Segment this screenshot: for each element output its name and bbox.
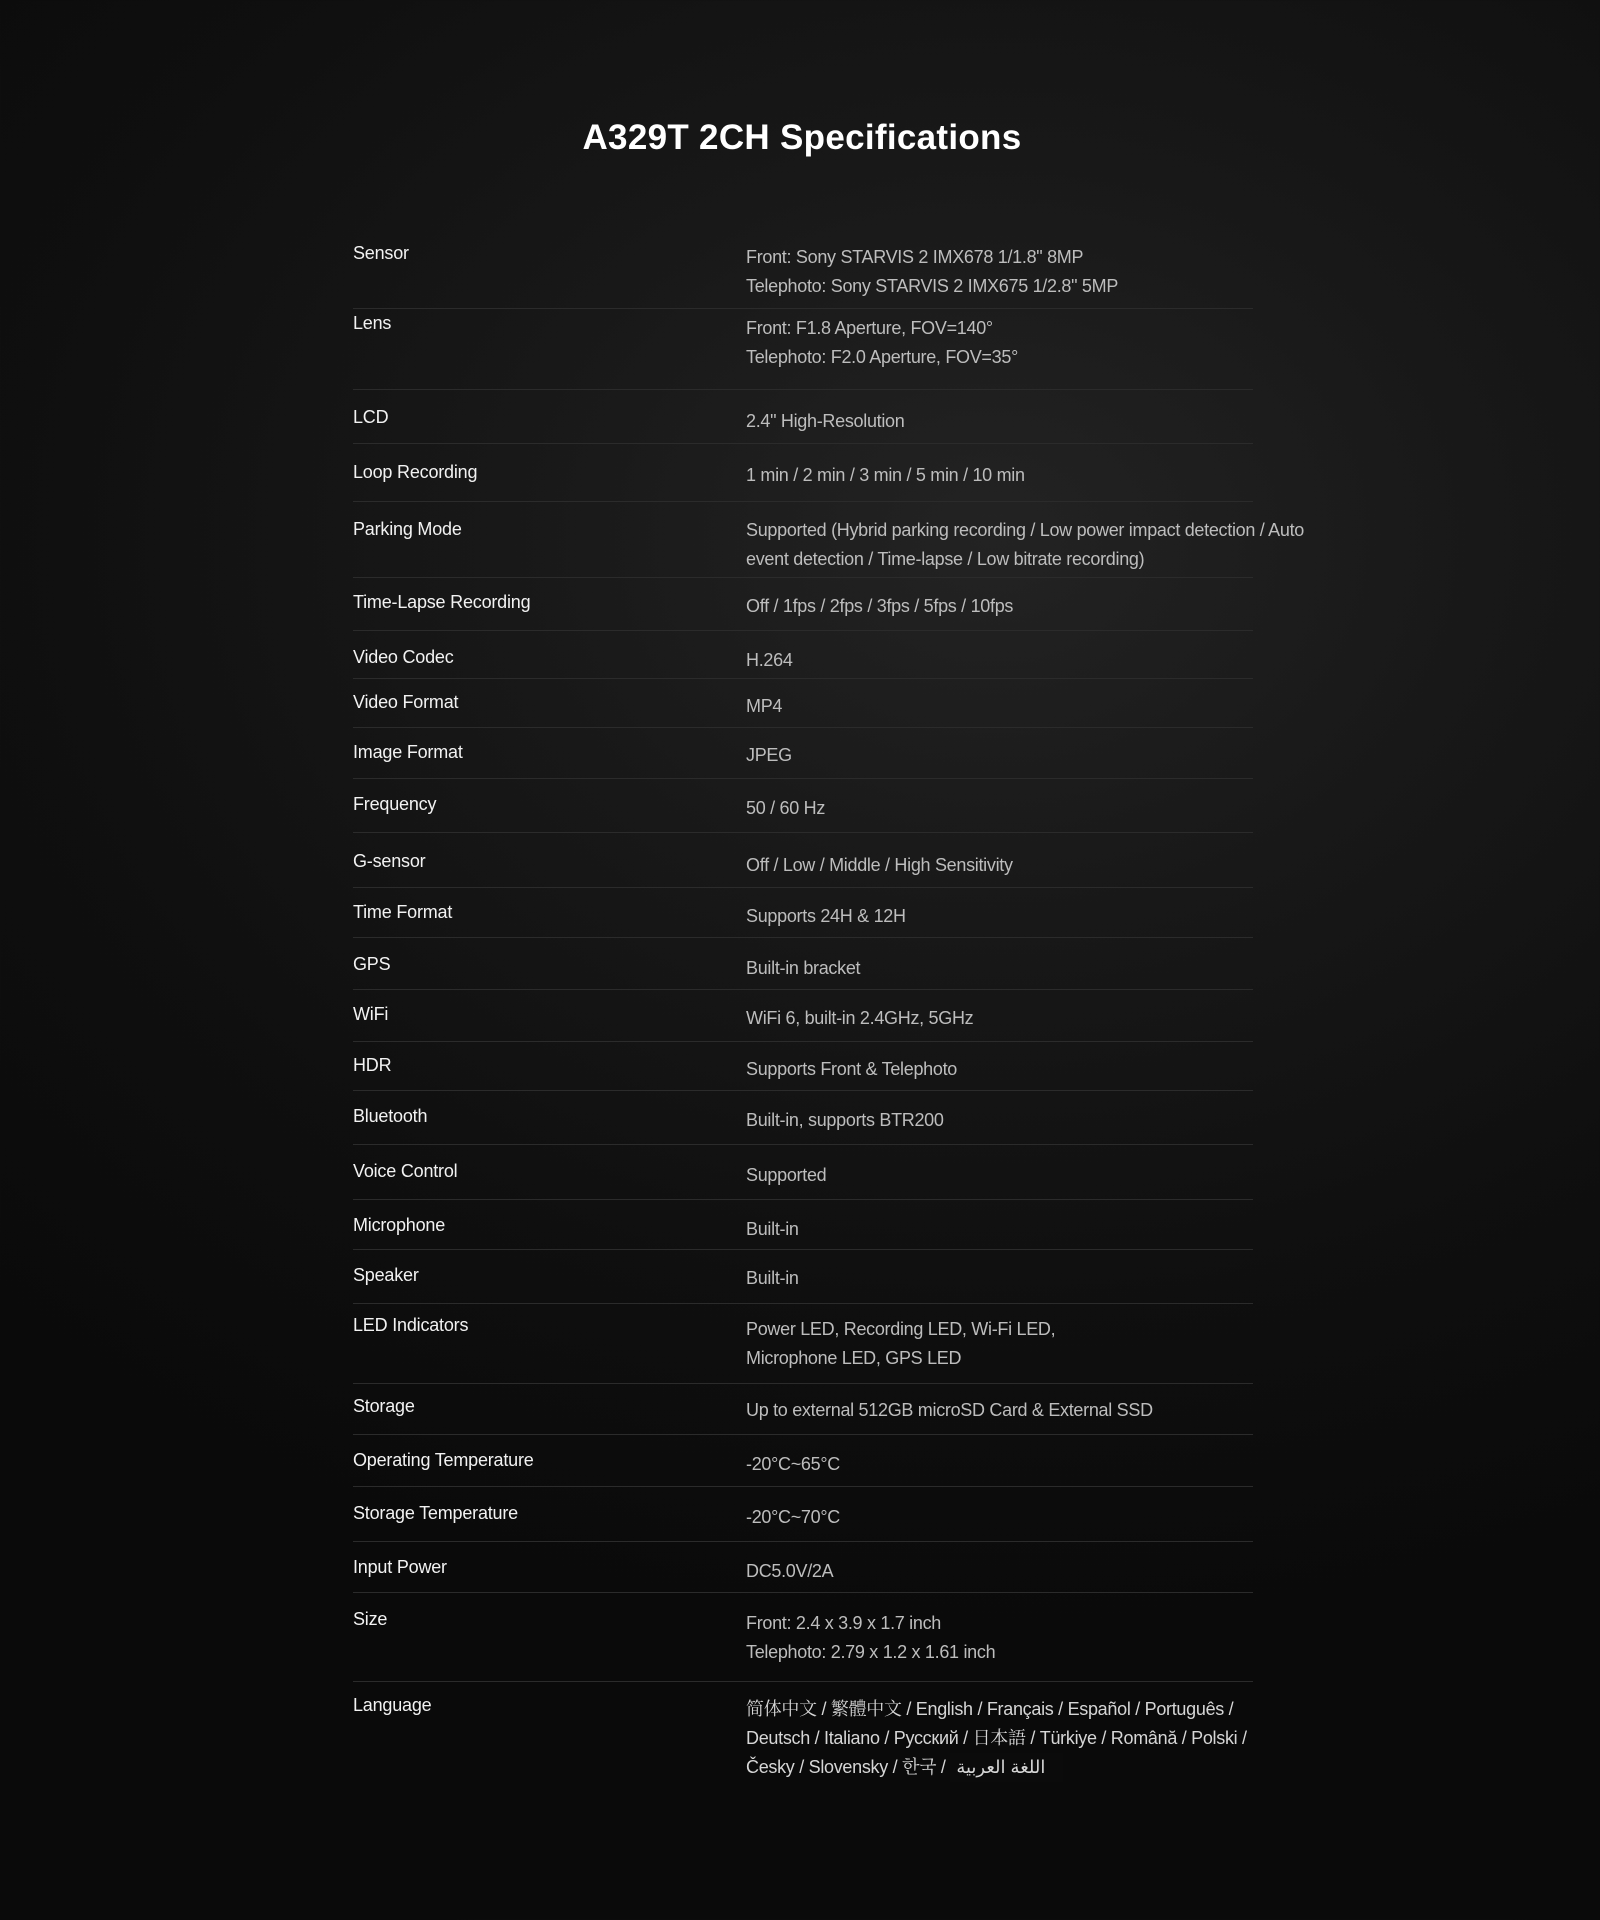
language-line <box>746 1753 1346 1782</box>
spec-value <box>746 1264 1346 1293</box>
page-title: A329T 2CH Specifications <box>582 118 1022 157</box>
spec-row-storage <box>353 1384 1253 1435</box>
spec-value-line: Telephoto: 2.79 x 1.2 x 1.61 inch <box>746 1642 996 1662</box>
spec-row-time-lapse-recording <box>353 578 1253 631</box>
spec-row-hdr <box>353 1042 1253 1091</box>
spec-value-line: Microphone LED, GPS LED <box>746 1348 962 1368</box>
spec-row-bluetooth <box>353 1091 1253 1145</box>
spec-value <box>746 646 1346 675</box>
spec-row-time-format <box>353 888 1253 938</box>
spec-row-input-power <box>353 1542 1253 1593</box>
spec-value-line: Front: F1.8 Aperture, FOV=140° <box>746 318 993 338</box>
spec-value-line: Up to external 512GB microSD Card & External SSD <box>746 1400 1153 1420</box>
spec-value <box>746 461 1346 490</box>
spec-value-line: Front: Sony STARVIS 2 IMX678 1/1.8" 8MP <box>746 247 1084 267</box>
spec-label: WiFi <box>353 1004 389 1024</box>
spec-label: Frequency <box>353 794 437 814</box>
spec-label: Microphone <box>353 1215 446 1235</box>
spec-value <box>746 1161 1346 1190</box>
spec-value <box>746 407 1346 436</box>
spec-row-parking-mode <box>353 502 1305 578</box>
spec-row-frequency <box>353 779 1253 833</box>
spec-row-lens <box>353 309 1253 390</box>
spec-value <box>746 1609 1346 1667</box>
spec-row-storage-temperature <box>353 1487 1253 1542</box>
spec-value-line: Built-in bracket <box>746 958 861 978</box>
spec-label: Size <box>353 1609 388 1629</box>
spec-value <box>746 1004 1346 1033</box>
spec-value <box>746 516 1346 574</box>
spec-label: Storage Temperature <box>353 1503 518 1523</box>
spec-table <box>353 226 1305 1792</box>
spec-value <box>746 692 1346 721</box>
spec-value-line: MP4 <box>746 696 783 716</box>
spec-label: Image Format <box>353 742 463 762</box>
spec-value-line: WiFi 6, built-in 2.4GHz, 5GHz <box>746 1008 974 1028</box>
spec-label: Operating Temperature <box>353 1450 534 1470</box>
spec-row-video-format <box>353 679 1253 728</box>
spec-label: Lens <box>353 313 392 333</box>
spec-value <box>746 1215 1346 1244</box>
language-line: 简体中文 / 繁體中文 / English / Français / Español / Português / <box>746 1699 1234 1719</box>
spec-value-line: Telephoto: F2.0 Aperture, FOV=35° <box>746 347 1018 367</box>
spec-label: LED Indicators <box>353 1315 469 1335</box>
spec-row-speaker <box>353 1250 1253 1304</box>
spec-value-line: -20°C~70°C <box>746 1507 840 1527</box>
spec-value-line: Power LED, Recording LED, Wi-Fi LED, <box>746 1319 1056 1339</box>
spec-value-line: Built-in <box>746 1268 799 1288</box>
spec-row-sensor <box>353 226 1253 309</box>
spec-value-line: Supports 24H & 12H <box>746 906 906 926</box>
spec-value-line: Front: 2.4 x 3.9 x 1.7 inch <box>746 1613 942 1633</box>
spec-value-line: Built-in <box>746 1219 799 1239</box>
spec-label: Input Power <box>353 1557 447 1577</box>
spec-row-gps <box>353 938 1253 990</box>
spec-value <box>746 243 1346 301</box>
spec-value <box>746 1557 1346 1586</box>
spec-value <box>746 954 1346 983</box>
spec-value <box>746 741 1346 770</box>
spec-value-line: -20°C~65°C <box>746 1454 840 1474</box>
spec-value <box>746 1450 1346 1479</box>
spec-label: Video Format <box>353 692 459 712</box>
spec-row-operating-temperature <box>353 1435 1253 1487</box>
spec-value-line: 1 min / 2 min / 3 min / 5 min / 10 min <box>746 465 1025 485</box>
spec-row-led-indicators <box>353 1304 1253 1384</box>
spec-value-line: Supported <box>746 1165 827 1185</box>
spec-value <box>746 1055 1346 1084</box>
spec-value <box>746 1315 1346 1373</box>
spec-value-line: Telephoto: Sony STARVIS 2 IMX675 1/2.8" 5MP <box>746 276 1119 296</box>
spec-value <box>746 1396 1346 1425</box>
spec-row-wifi <box>353 990 1253 1042</box>
spec-row-microphone <box>353 1200 1253 1250</box>
spec-label: LCD <box>353 407 389 427</box>
spec-label: Storage <box>353 1396 415 1416</box>
language-arabic: اللغة العربية <box>950 1753 1063 1782</box>
spec-value <box>746 1503 1346 1532</box>
spec-value-line: 50 / 60 Hz <box>746 798 826 818</box>
spec-label: Language <box>353 1695 432 1715</box>
language-list <box>746 1695 1346 1782</box>
spec-label: Video Codec <box>353 647 454 667</box>
spec-value-line: Off / 1fps / 2fps / 3fps / 5fps / 10fps <box>746 596 1014 616</box>
spec-label: Voice Control <box>353 1161 458 1181</box>
spec-label: HDR <box>353 1055 392 1075</box>
language-line: Deutsch / Italiano / Русский / 日本語 / Türkiye / Română / Polski / <box>746 1728 1247 1748</box>
spec-value <box>746 902 1346 931</box>
spec-value-line: Supports Front & Telephoto <box>746 1059 958 1079</box>
spec-value-line: Built-in, supports BTR200 <box>746 1110 944 1130</box>
spec-label: GPS <box>353 954 391 974</box>
spec-row-language <box>353 1682 1253 1792</box>
spec-label: G-sensor <box>353 851 426 871</box>
spec-value <box>746 1106 1346 1135</box>
spec-label: Bluetooth <box>353 1106 428 1126</box>
spec-value-line: Supported (Hybrid parking recording / Low power impact detection / Auto <box>746 520 1305 540</box>
spec-value-line: 2.4" High-Resolution <box>746 411 905 431</box>
spec-value <box>746 851 1346 880</box>
spec-value <box>746 592 1346 621</box>
spec-row-video-codec <box>353 631 1253 679</box>
spec-row-loop-recording <box>353 444 1253 502</box>
spec-label: Sensor <box>353 243 409 263</box>
spec-value-line: H.264 <box>746 650 793 670</box>
spec-row-size <box>353 1593 1253 1682</box>
spec-value-line: DC5.0V/2A <box>746 1561 834 1581</box>
spec-label: Loop Recording <box>353 462 478 482</box>
spec-label: Speaker <box>353 1265 419 1285</box>
spec-label: Time-Lapse Recording <box>353 592 531 612</box>
language-line-text: Česky / Slovensky / 한국 / <box>746 1757 951 1777</box>
spec-row-lcd <box>353 390 1253 444</box>
spec-row-g-sensor <box>353 833 1253 888</box>
spec-value <box>746 794 1346 823</box>
spec-value-line: JPEG <box>746 745 792 765</box>
spec-row-image-format <box>353 728 1253 779</box>
spec-value <box>746 314 1346 372</box>
spec-label: Time Format <box>353 902 453 922</box>
spec-value-line: event detection / Time-lapse / Low bitrate recording) <box>746 549 1145 569</box>
spec-row-voice-control <box>353 1145 1253 1200</box>
spec-label: Parking Mode <box>353 519 462 539</box>
spec-value-line: Off / Low / Middle / High Sensitivity <box>746 855 1013 875</box>
